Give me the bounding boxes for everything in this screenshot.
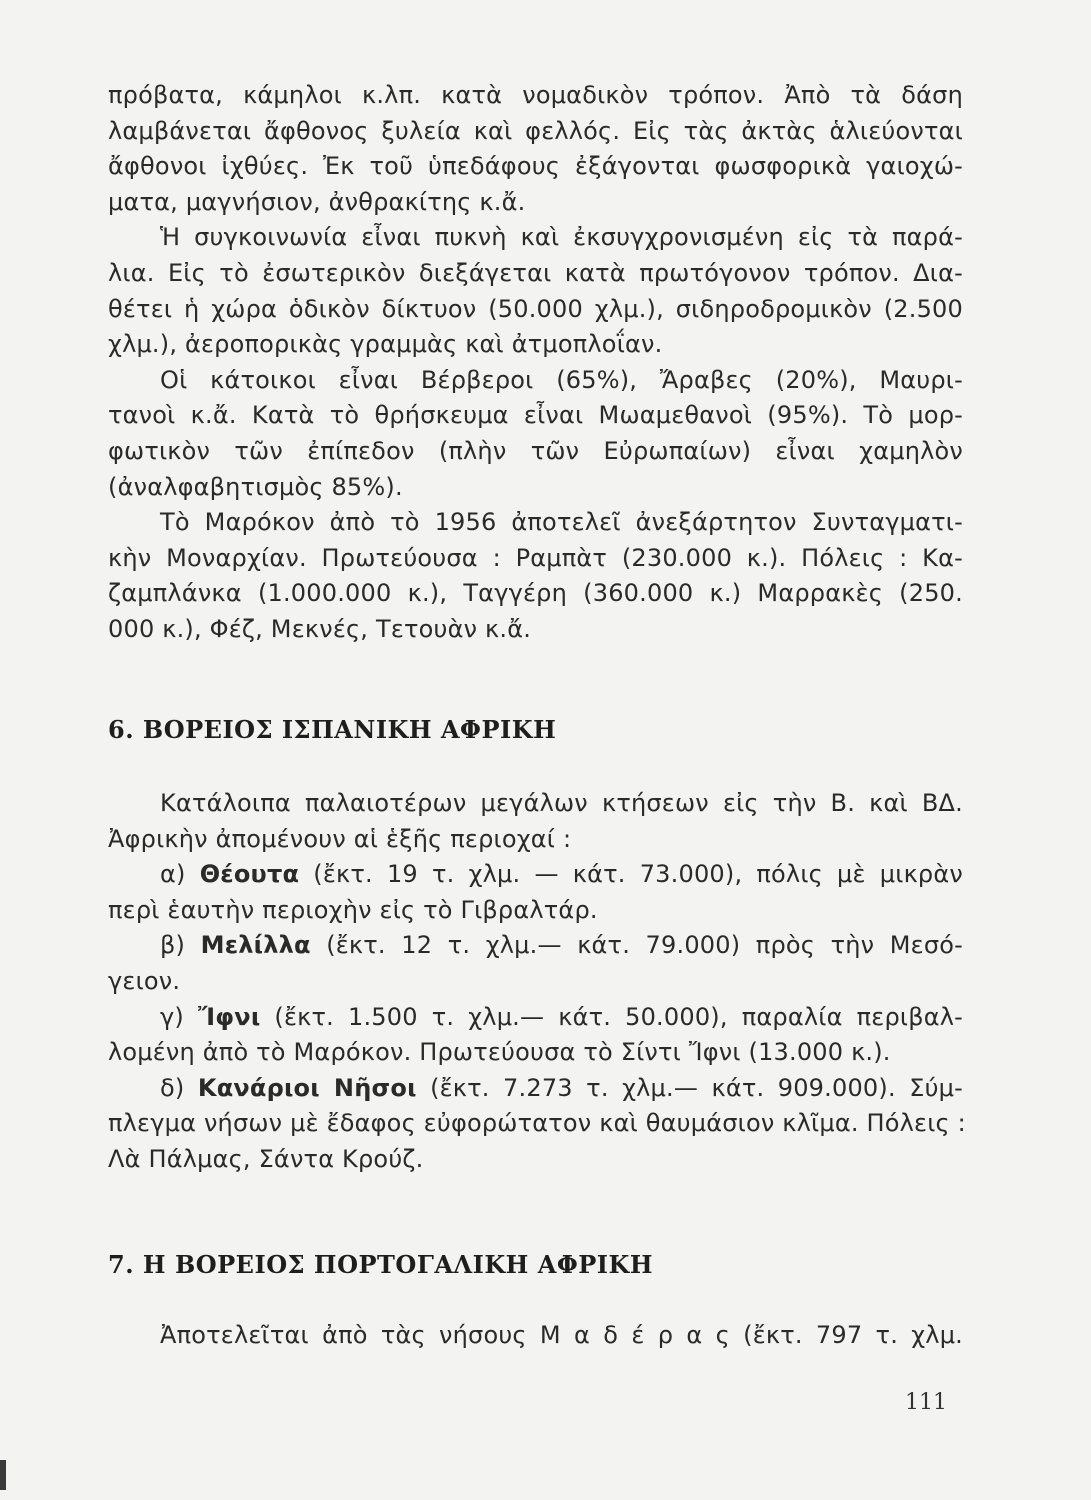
- place-name: Μελίλλα: [200, 931, 311, 960]
- list-marker: δ): [160, 1073, 185, 1102]
- text-line: Ἡ συγκοινωνία εἶναι πυκνὴ καὶ ἐκσυγχρονισμένη εἰς τὰ παρά-: [160, 223, 963, 252]
- item-text: (ἔκτ. 19 τ. χλμ. — κάτ. 73.000), πόλις μὲ μικρὰν: [299, 860, 963, 889]
- text-line: πρόβατα, κάμηλοι κ.λπ. κατὰ νομαδικὸν τρόπον. Ἀπὸ τὰ δάση: [108, 81, 963, 109]
- text-line: Ἀποτελεῖται ἀπὸ τὰς νήσους Μ α δ έ ρ α ς (ἔκτ. 797 τ. χλμ.: [160, 1321, 963, 1349]
- text-line: (ἀναλφαβητισμὸς 85%).: [108, 472, 403, 501]
- text-line: ζαμπλάνκα (1.000.000 κ.), Ταγγέρη (360.000 κ.) Μαρρακὲς (250.: [108, 579, 963, 608]
- list-marker: γ): [160, 1002, 184, 1031]
- list-item-line: [108, 857, 963, 893]
- text-line: φωτικὸν τῶν ἐπίπεδον (πλὴν τῶν Εὐρωπαίων) εἶναι χαμηλὸν: [108, 436, 963, 465]
- place-name: Ἴφνι: [198, 1002, 261, 1031]
- text-line: ματα, μαγνήσιον, ἀνθρακίτης κ.ἄ.: [108, 187, 526, 216]
- paragraph-block-1: [108, 78, 963, 648]
- scan-edge-mark: [0, 1460, 6, 1490]
- list-item-line: [108, 928, 963, 964]
- text-line: λια. Εἰς τὸ ἐσωτερικὸν διεξάγεται κατὰ πρωτόγονον τρόπον. Δια-: [108, 258, 963, 287]
- text-line: λαμβάνεται ἄφθονος ξυλεία καὶ φελλός. Εἰς τὰς ἀκτὰς ἁλιεύονται: [108, 116, 963, 145]
- place-name: Κανάριοι Νῆσοι: [197, 1073, 417, 1102]
- text-line: Τὸ Μαρόκον ἀπὸ τὸ 1956 ἀποτελεῖ ἀνεξάρτητον Συνταγματι-: [160, 508, 963, 537]
- list-marker: β): [160, 931, 186, 960]
- list-item-line: [108, 1071, 963, 1107]
- text-line: πλεγμα νήσων μὲ ἔδαφος εὐφορώτατον καὶ θαυμάσιον κλῖμα. Πόλεις :: [108, 1109, 966, 1138]
- text-line: ἄφθονοι ἰχθύες. Ἐκ τοῦ ὑπεδάφους ἐξάγονται φωσφορικὰ γαιοχώ-: [108, 152, 963, 181]
- page-number: 111: [905, 1390, 947, 1415]
- text-line: χλμ.), ἀεροπορικὰς γραμμὰς καὶ ἀτμοπλοΐαν.: [108, 330, 663, 359]
- text-line: Ἀφρικὴν ἀπομένουν αἱ ἑξῆς περιοχαί :: [108, 824, 572, 853]
- text-line: Κατάλοιπα παλαιοτέρων μεγάλων κτήσεων εἰς τὴν Β. καὶ ΒΔ.: [160, 789, 963, 817]
- text-line: περὶ ἑαυτὴν περιοχὴν εἰς τὸ Γιβραλτάρ.: [108, 895, 598, 924]
- place-name: Θέουτα: [199, 860, 300, 889]
- text-line: γειον.: [108, 966, 181, 995]
- item-text: (ἔκτ. 1.500 τ. χλμ.— κάτ. 50.000), παραλία περιβαλ-: [260, 1002, 963, 1031]
- text-line: 000 κ.), Φέζ, Μεκνές, Τετουὰν κ.ἄ.: [108, 614, 532, 643]
- text-line: λομένη ἀπὸ τὸ Μαρόκον. Πρωτεύουσα τὸ Σίντι Ἴφνι (13.000 κ.).: [108, 1038, 891, 1067]
- section-heading-7: 7. Η ΒΟΡΕΙΟΣ ΠΟΡΤΟΓΑΛΙΚΗ ΑΦΡΙΚΗ: [108, 1250, 654, 1279]
- paragraph-block-6: [108, 786, 966, 1178]
- text-line: τανοὶ κ.ἄ. Κατὰ τὸ θρήσκευμα εἶναι Μωαμεθανοὶ (95%). Τὸ μορ-: [108, 401, 963, 430]
- list-marker: α): [160, 860, 186, 889]
- paragraph-block-7: [108, 1318, 963, 1354]
- text-line: θέτει ἡ χώρα ὁδικὸν δίκτυον (50.000 χλμ.), σιδηροδρομικὸν (2.500: [108, 294, 963, 323]
- section-heading-6: 6. ΒΟΡΕΙΟΣ ΙΣΠΑΝΙΚΗ ΑΦΡΙΚΗ: [108, 715, 557, 744]
- text-line: Λὰ Πάλμας, Σάντα Κρούζ.: [108, 1144, 424, 1173]
- list-item-line: [108, 1000, 963, 1036]
- text-line: κὴν Μοναρχίαν. Πρωτεύουσα : Ραμπὰτ (230.000 κ.). Πόλεις : Κα-: [108, 543, 963, 572]
- text-line: Οἱ κάτοικοι εἶναι Βέρβεροι (65%), Ἄραβες (20%), Μαυρι-: [160, 365, 963, 394]
- item-text: (ἔκτ. 7.273 τ. χλμ.— κάτ. 909.000). Σύμ-: [416, 1073, 963, 1102]
- item-text: (ἔκτ. 12 τ. χλμ.— κάτ. 79.000) πρὸς τὴν Μεσό-: [310, 931, 963, 960]
